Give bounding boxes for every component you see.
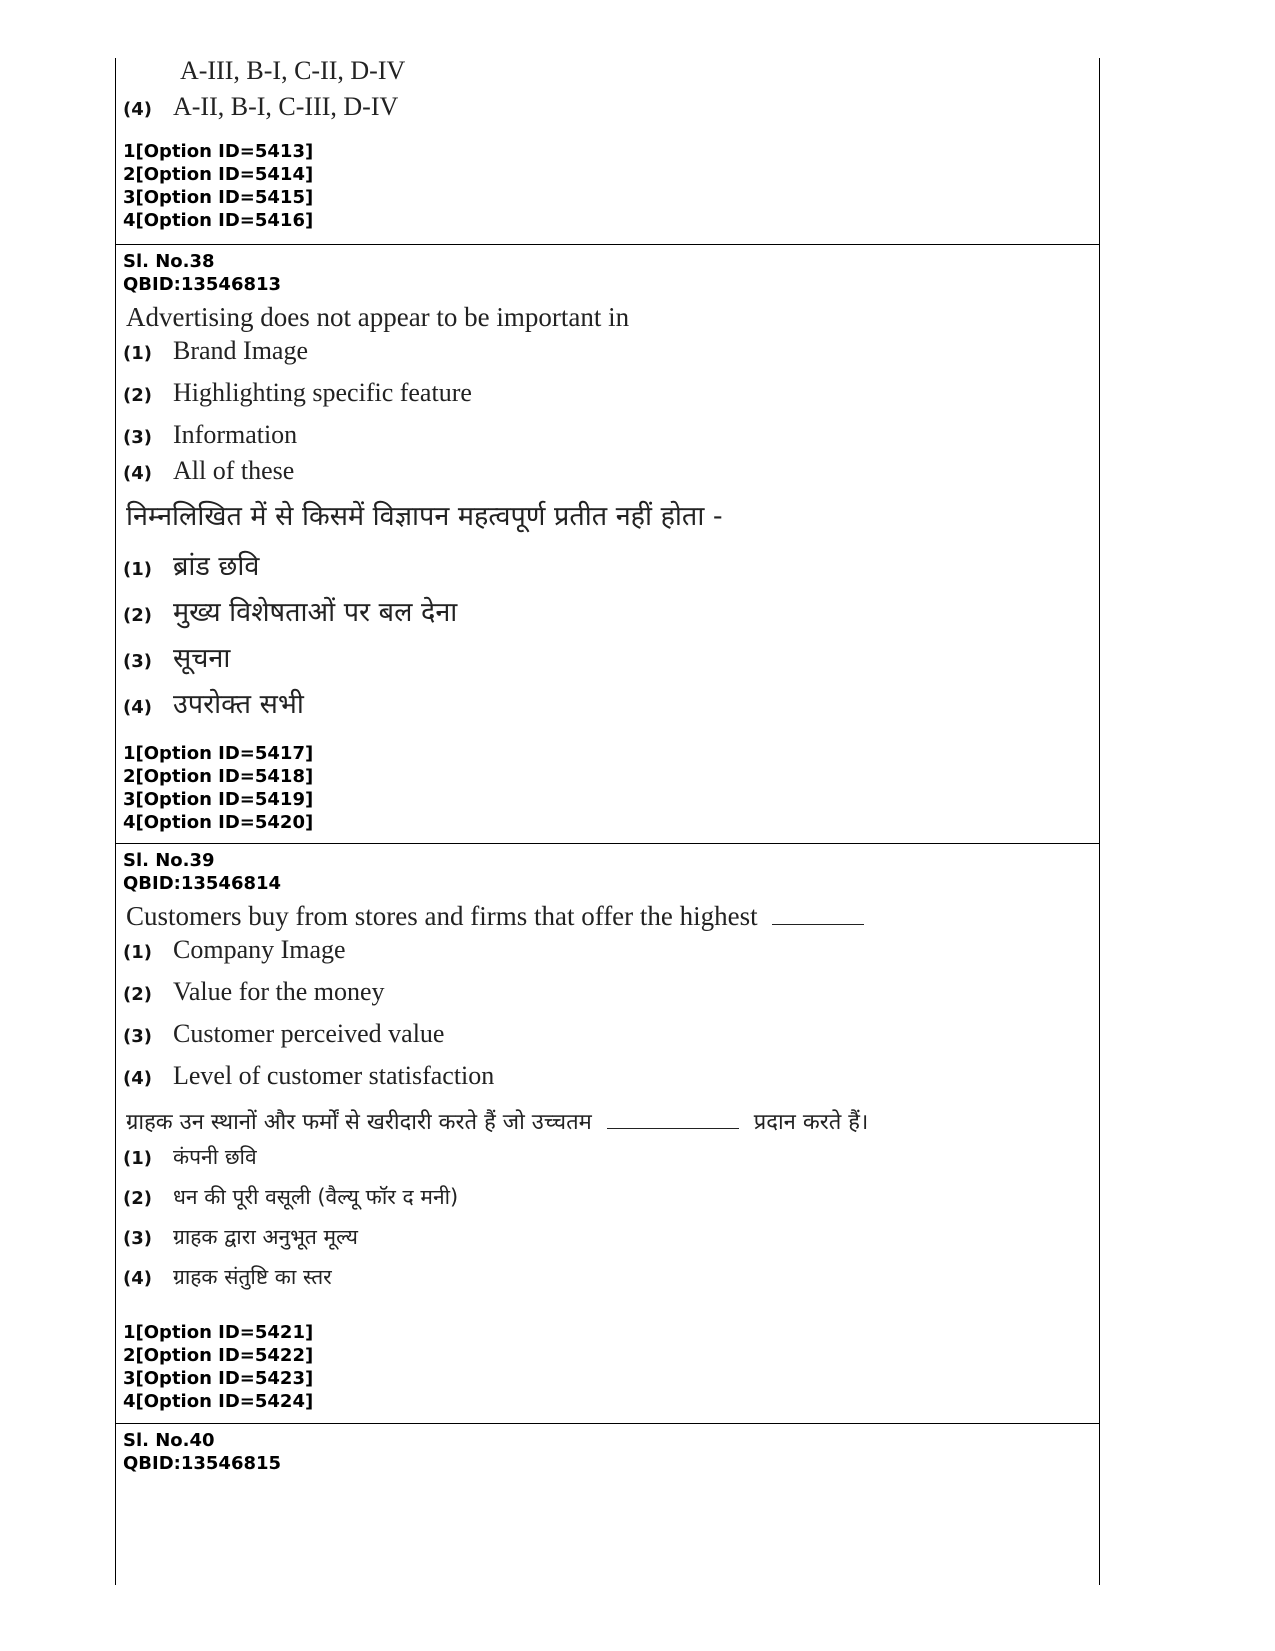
question-text: ग्राहक उन स्थानों और फर्मों से खरीदारी करते हैं जो उच्चतम [126, 1110, 592, 1135]
option-id: 3[Option ID=5419] [123, 789, 314, 810]
question-text-english [123, 897, 1099, 935]
option-text: ग्राहक संतुष्टि का स्तर [173, 1265, 332, 1289]
option-text: मुख्य विशेषताओं पर बल देना [173, 597, 458, 628]
option-number: (1) [123, 1148, 152, 1169]
option-english [123, 336, 1099, 378]
option-english [123, 935, 1099, 977]
option-english [123, 378, 1099, 420]
option-text: उपरोक्त सभी [173, 689, 304, 720]
option-text: सूचना [173, 643, 231, 674]
question-40 [116, 1423, 1099, 1573]
option-number: (3) [123, 1228, 152, 1249]
option-id: 1[Option ID=5413] [123, 141, 314, 162]
question-text: प्रदान करते हैं। [753, 1110, 869, 1135]
option-hindi [123, 592, 1099, 638]
option-number: (4) [123, 1068, 152, 1089]
option-id-list [123, 140, 1099, 232]
option-text: कंपनी छवि [173, 1145, 257, 1169]
option-hindi [123, 546, 1099, 592]
option-text: ग्राहक द्वारा अनुभूत मूल्य [173, 1225, 358, 1249]
fill-in-blank [607, 1128, 739, 1129]
option-text: A-II, B-I, C-III, D-IV [173, 92, 399, 121]
option-number: (2) [123, 1188, 152, 1209]
option-number: (3) [123, 427, 152, 448]
question-37-tail [116, 54, 1099, 244]
option-hindi [123, 1263, 1099, 1303]
option-number: (4) [123, 463, 152, 484]
option-text: Information [173, 420, 298, 449]
option-number: (4) [123, 1268, 152, 1289]
option-hindi [123, 1183, 1099, 1223]
serial-number: Sl. No.38 [123, 251, 215, 272]
question-paper-frame [115, 58, 1100, 1585]
fill-in-blank [772, 924, 864, 925]
option-hindi [123, 1223, 1099, 1263]
option-text: Highlighting specific feature [173, 378, 472, 407]
option-3-continuation: A-III, B-I, C-II, D-IV [180, 56, 406, 85]
option-text: ब्रांड छवि [173, 551, 260, 582]
option-id: 3[Option ID=5415] [123, 187, 314, 208]
option-english [123, 1061, 1099, 1103]
option-id: 4[Option ID=5420] [123, 812, 314, 833]
option-id-list [123, 742, 1099, 834]
option-number: (2) [123, 984, 152, 1005]
option-english [123, 977, 1099, 1019]
option-hindi [123, 1143, 1099, 1183]
question-39 [116, 843, 1099, 1423]
serial-number: Sl. No.40 [123, 1430, 215, 1451]
question-text: Customers buy from stores and firms that offer the highest [126, 901, 758, 931]
option-hindi [123, 684, 1099, 730]
option-id: 2[Option ID=5418] [123, 766, 314, 787]
option-text: Value for the money [173, 977, 385, 1006]
option-id-list [123, 1321, 1099, 1413]
question-text-hindi: निम्नलिखित में से किसमें विज्ञापन महत्वपूर्ण प्रतीत नहीं होता - [126, 501, 723, 532]
question-text-english: Advertising does not appear to be important in [126, 302, 630, 332]
option-id: 1[Option ID=5417] [123, 743, 314, 764]
option-text: Customer perceived value [173, 1019, 445, 1048]
option-text: Level of customer statisfaction [173, 1061, 495, 1090]
option-id: 2[Option ID=5422] [123, 1345, 314, 1366]
option-number: (3) [123, 651, 152, 672]
option-number: (1) [123, 343, 152, 364]
option-number: (1) [123, 942, 152, 963]
option-4 [123, 92, 1099, 122]
qbid: QBID:13546813 [123, 274, 282, 295]
option-hindi [123, 638, 1099, 684]
option-id: 4[Option ID=5416] [123, 210, 314, 231]
option-english [123, 420, 1099, 456]
question-text-hindi [123, 1103, 1099, 1143]
qbid: QBID:13546815 [123, 1453, 282, 1474]
option-id: 1[Option ID=5421] [123, 1322, 314, 1343]
option-id: 3[Option ID=5423] [123, 1368, 314, 1389]
option-english [123, 1019, 1099, 1061]
question-38 [116, 244, 1099, 843]
option-number: (2) [123, 385, 152, 406]
qbid: QBID:13546814 [123, 873, 282, 894]
option-text: Company Image [173, 935, 346, 964]
option-number: (4) [123, 99, 152, 120]
option-text: All of these [173, 456, 295, 485]
option-id: 2[Option ID=5414] [123, 164, 314, 185]
option-text: Brand Image [173, 336, 309, 365]
option-id: 4[Option ID=5424] [123, 1391, 314, 1412]
option-number: (4) [123, 697, 152, 718]
option-english [123, 456, 1099, 496]
option-text: धन की पूरी वसूली (वैल्यू फॉर द मनी) [173, 1185, 459, 1209]
option-number: (2) [123, 605, 152, 626]
option-number: (3) [123, 1026, 152, 1047]
serial-number: Sl. No.39 [123, 850, 215, 871]
option-number: (1) [123, 559, 152, 580]
